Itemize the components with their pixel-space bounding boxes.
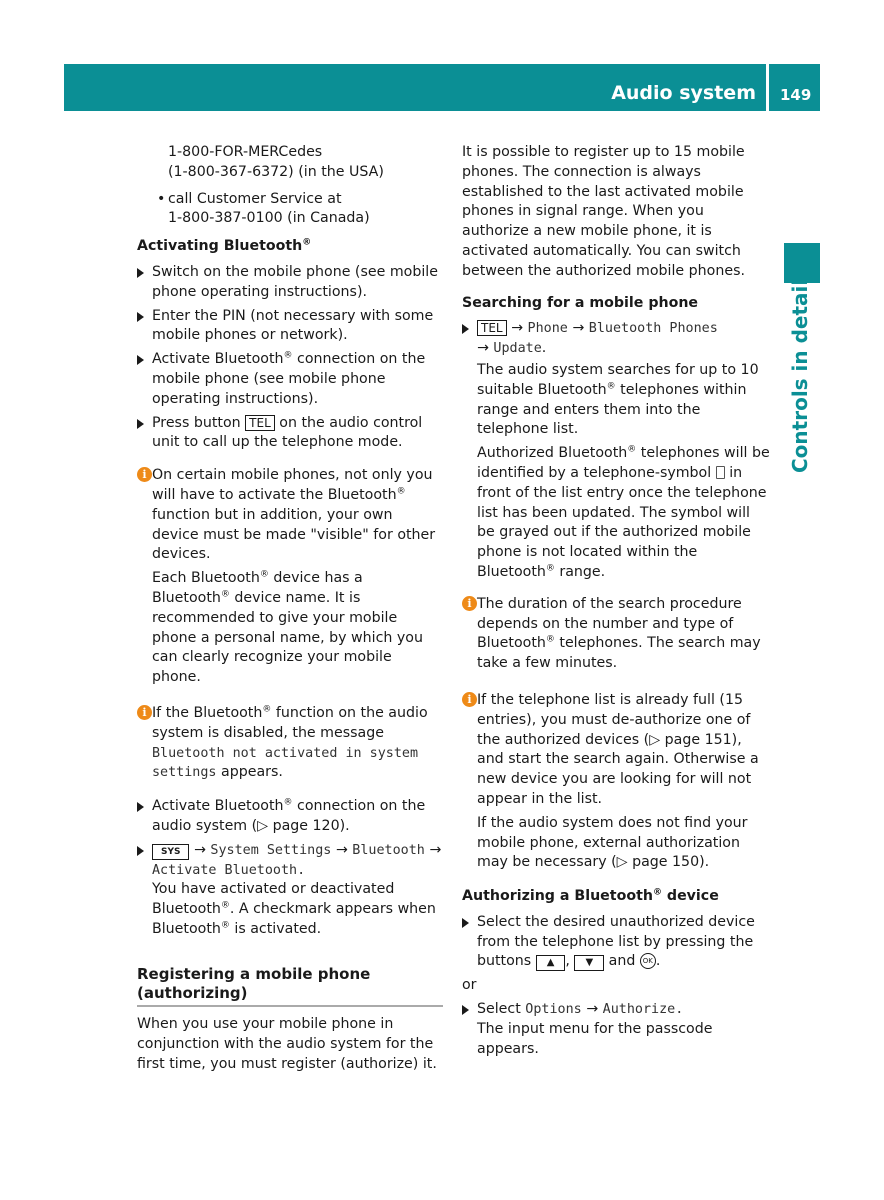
tel-key-icon: TEL: [245, 415, 275, 431]
step-arrow-icon: [137, 802, 144, 812]
or-text: or: [462, 977, 477, 994]
ok-button-icon: OK: [640, 953, 656, 969]
step-sys-menu: SYS → System Settings → Bluetooth → Activate Bluetooth. You have activated or deactivated Bluetooth®. A checkmark appears when Bluetooth® is activated.: [137, 841, 443, 940]
heading-authorizing: Authorizing a Bluetooth® device: [462, 887, 719, 905]
header-bar: [64, 64, 820, 111]
info-search-duration: i The duration of the search procedure depends on the number and type of Bluetooth® telephones. The search may take a few minutes.: [462, 595, 770, 674]
info-note-disabled: i If the Bluetooth® function on the audio system is disabled, the message Bluetooth not activated in system settings appears.: [137, 704, 443, 783]
info-icon: i: [137, 467, 152, 482]
right-column: [462, 143, 770, 1059]
step-arrow-icon: [137, 268, 144, 278]
step-arrow-icon: [462, 324, 469, 334]
left-column: [137, 143, 443, 1075]
header-divider: [766, 64, 769, 111]
step-arrow-icon: [137, 419, 144, 429]
info-icon: i: [137, 705, 152, 720]
bullet-canada: • call Customer Service at 1-800-387-0100 (in Canada): [157, 190, 370, 227]
sys-key-icon: SYS: [152, 844, 189, 860]
step-select-options: Select Options → Authorize. The input menu for the passcode appears.: [462, 1000, 770, 1059]
tel-key-icon: TEL: [477, 320, 507, 336]
heading-registering: Registering a mobile phone (authorizing): [137, 965, 443, 1008]
intro-text: It is possible to register up to 15 mobile phones. The connection is always established to the last activated mobile phones in signal range. When you authorize a new mobile phone, it is activated automatically. You can switch between the authorized mobile phones.: [462, 144, 745, 279]
heading-activating-bluetooth: Activating Bluetooth®: [137, 237, 312, 255]
step-select-device: Select the desired unauthorized device from the telephone list by pressing the buttons ▲ , ▼ and OK .: [462, 913, 770, 972]
info-list-full: i If the telephone list is already full (15 entries), you must de-authorize one of the authorized devices (▷ page 151), and start the search again. Otherwise a new device you are looking for will not appear in the list. If the audio system does not find your mobile phone, external authorization may be necessary (▷ page 150).: [462, 691, 770, 873]
down-key-icon: ▼: [574, 955, 604, 971]
step-switch-on: Switch on the mobile phone (see mobile phone operating instructions).: [137, 263, 443, 303]
step-activate-audio: Activate Bluetooth® connection on the audio system (▷ page 120).: [137, 797, 443, 837]
step-arrow-icon: [137, 355, 144, 365]
step-arrow-icon: [137, 312, 144, 322]
info-note-visible: i On certain mobile phones, not only you will have to activate the Bluetooth® function but in addition, your own device must be made "visible" for other devices. Each Bluetooth® device has a Bluetooth® device name. It is recommended to give your mobile phone a personal name, by which you can clearly recognize your mobile phone.: [137, 466, 443, 688]
telephone-symbol-icon: [716, 466, 725, 479]
info-icon: i: [462, 692, 477, 707]
up-key-icon: ▲: [536, 955, 566, 971]
step-arrow-icon: [137, 846, 144, 856]
step-activate-phone: Activate Bluetooth® connection on the mobile phone (see mobile phone operating instructions).: [137, 350, 443, 409]
step-press-tel: Press button TEL on the audio control unit to call up the telephone mode.: [137, 414, 443, 454]
page-number: 149: [780, 86, 812, 104]
registering-text: When you use your mobile phone in conjunction with the audio system for the first time, you must register (authorize) it.: [137, 1016, 437, 1072]
phone-number-usa: 1-800-FOR-MERCedes (1-800-367-6372) (in the USA): [168, 144, 384, 180]
heading-searching: Searching for a mobile phone: [462, 294, 699, 311]
info-icon: i: [462, 596, 477, 611]
step-tel-menu: TEL → Phone → Bluetooth Phones → Update. The audio system searches for up to 10 suitable Bluetooth® telephones within range and enters them into the telephone list. Authorized Bluetooth® telephones will be identified by a telephone-symbol in front of the list entry once the telephone list has been updated. The symbol will be grayed out if the authorized mobile phone is not located within the Bluetooth® range.: [462, 319, 770, 582]
chapter-label: Controls in detail: [788, 278, 812, 473]
step-enter-pin: Enter the PIN (not necessary with some mobile phones or network).: [137, 307, 443, 347]
step-arrow-icon: [462, 918, 469, 928]
section-title: Audio system: [611, 82, 756, 104]
chapter-tab: [784, 243, 820, 283]
step-arrow-icon: [462, 1005, 469, 1015]
